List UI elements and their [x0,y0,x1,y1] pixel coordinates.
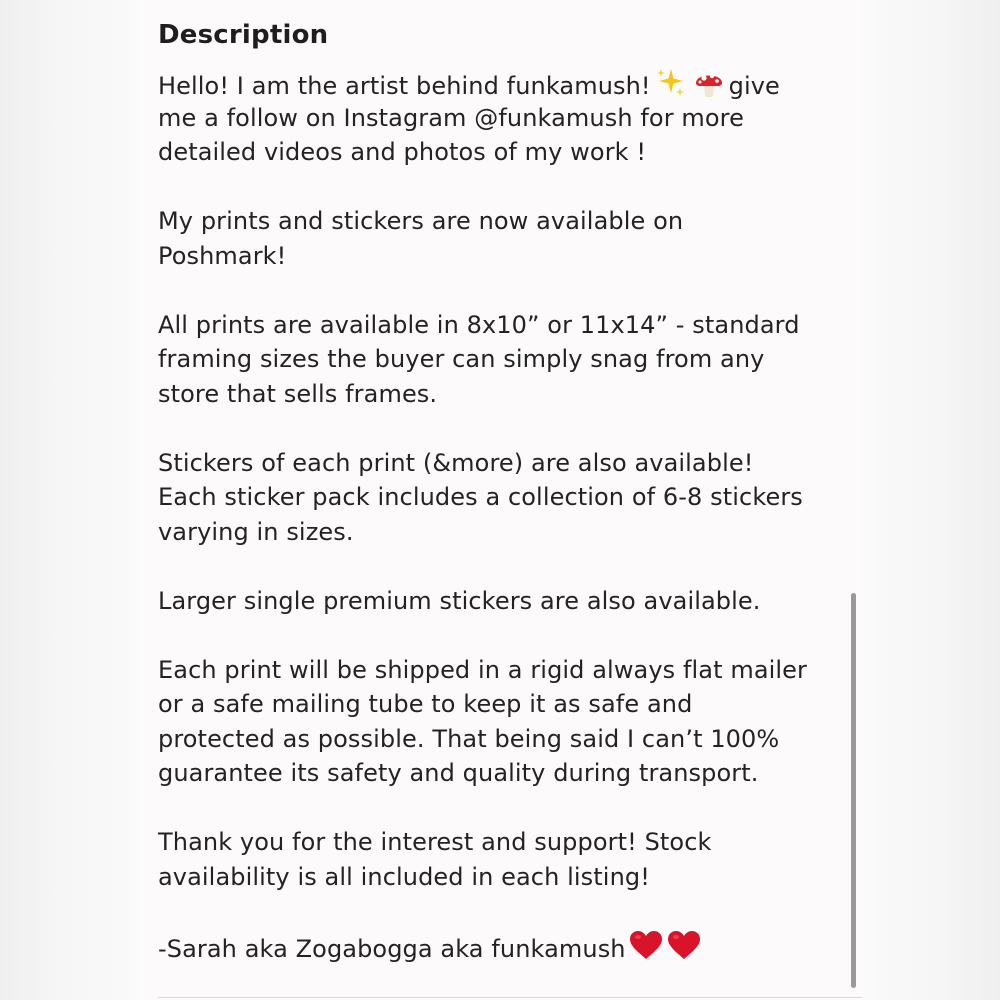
paragraph-gap [158,791,848,826]
description-line: framing sizes the buyer can simply snag from any [158,345,765,373]
description-line: availability is all included in each listing! [158,862,650,891]
description-text-segment: Hello! I am the artist behind funkamush! [158,71,651,100]
description-line: varying in sizes. [158,517,354,546]
description-text-segment: give [728,71,780,100]
paragraph-gap [158,549,848,584]
description-line: detailed videos and photos of my work ! [158,138,647,166]
description-line: My prints and stickers are now available on [158,207,684,235]
paragraph-gap [158,894,848,929]
description-line: Larger single premium stickers are also available. [158,586,761,615]
divider [158,997,862,998]
red-heart-icon [666,929,702,971]
description-line: Poshmark! [158,241,287,270]
description-line: Each sticker pack includes a collection of 6-8 stickers [158,483,803,511]
description-line: store that sells frames. [158,379,438,408]
paragraph-gap [158,170,848,205]
description-line: protected as possible. That being said I can’t 100% [158,724,780,753]
scrollbar-thumb[interactable] [851,593,856,988]
red-heart-icon [628,929,664,971]
section-heading: Description [158,20,329,50]
description-line: guarantee its safety and quality during transport. [158,759,759,787]
description-line [158,66,848,101]
paragraph-gap [158,273,848,308]
description-line: Each print will be shipped in a rigid always flat mailer [158,655,808,684]
description-line: All prints are available in 8x10” or 11x14” - standard [158,310,800,339]
description-line: Stickers of each print (&more) are also available! [158,448,754,477]
description-line: me a follow on Instagram @funkamush for more [158,103,744,132]
description-panel[interactable] [138,0,862,1000]
description-line [158,929,848,964]
paragraph-gap [158,411,848,446]
signature-text: -Sarah aka Zogabogga aka funkamush [158,934,626,963]
paragraph-gap [158,618,848,653]
description-text [158,66,848,963]
description-line: Thank you for the interest and support! Stock [158,828,712,856]
description-line: or a safe mailing tube to keep it as safe and [158,690,693,718]
